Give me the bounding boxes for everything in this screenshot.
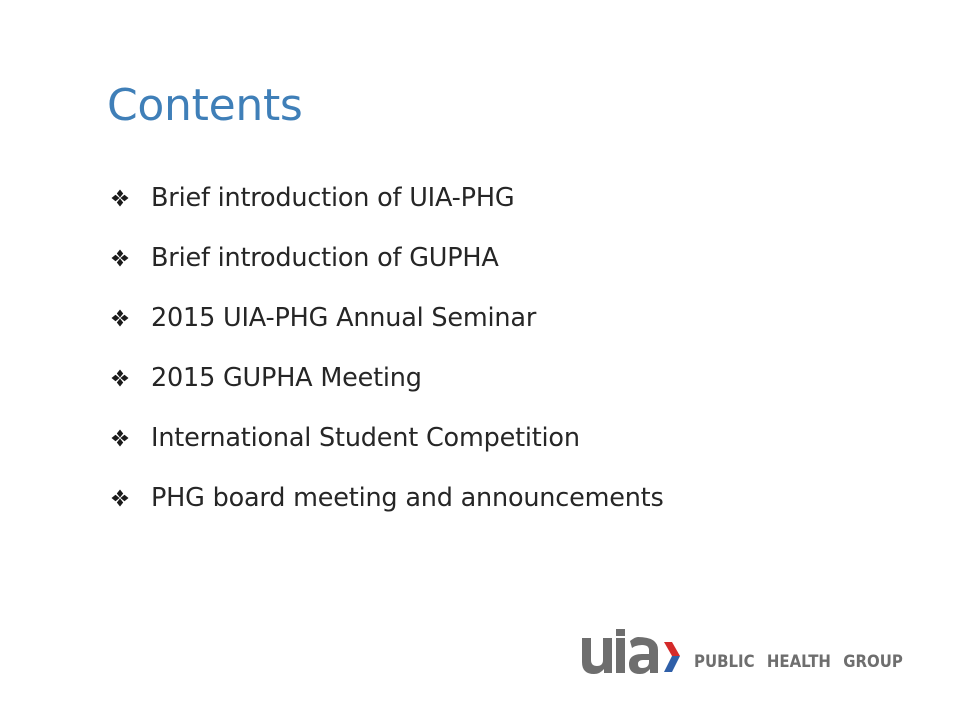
bullet-item bbox=[107, 228, 664, 288]
four-diamond-bullet-icon bbox=[111, 429, 129, 447]
bullet-item bbox=[107, 468, 664, 528]
bullet-item bbox=[107, 288, 664, 348]
bullet-text: PHG board meeting and announcements bbox=[151, 483, 664, 513]
four-diamond-bullet-icon bbox=[111, 189, 129, 207]
logo-tagline: PUBLIC HEALTH GROUP bbox=[694, 652, 903, 672]
bullet-item bbox=[107, 348, 664, 408]
uia-logo-mark bbox=[580, 628, 692, 678]
bullet-text: Brief introduction of UIA-PHG bbox=[151, 183, 515, 213]
four-diamond-bullet-icon bbox=[111, 489, 129, 507]
bullet-list bbox=[107, 168, 664, 528]
bullet-item bbox=[107, 408, 664, 468]
bullet-text: Brief introduction of GUPHA bbox=[151, 243, 499, 273]
four-diamond-bullet-icon bbox=[111, 309, 129, 327]
bullet-item bbox=[107, 168, 664, 228]
four-diamond-bullet-icon bbox=[111, 249, 129, 267]
bullet-text: International Student Competition bbox=[151, 423, 580, 453]
bullet-text: 2015 GUPHA Meeting bbox=[151, 363, 422, 393]
four-diamond-bullet-icon bbox=[111, 369, 129, 387]
slide-title: Contents bbox=[107, 80, 303, 131]
uia-phg-logo bbox=[580, 628, 910, 678]
bullet-text: 2015 UIA-PHG Annual Seminar bbox=[151, 303, 537, 333]
